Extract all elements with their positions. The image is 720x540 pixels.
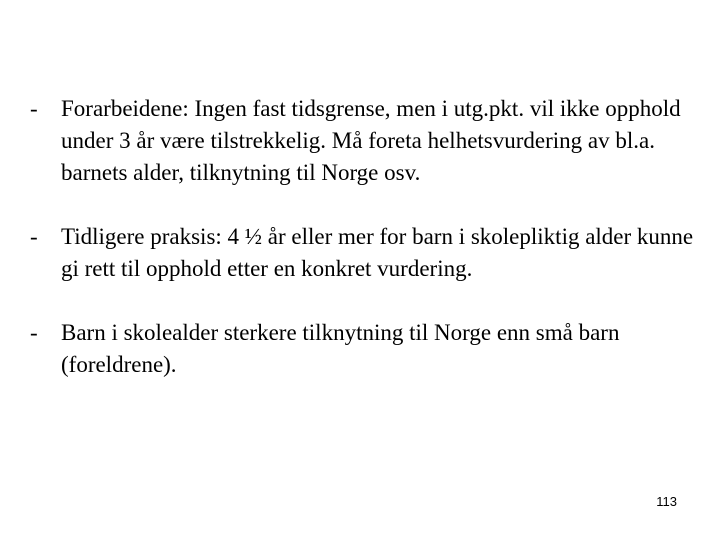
- bullet-list: [30, 93, 710, 381]
- bullet-item-tidligere-praksis: [30, 221, 710, 285]
- bullet-dash: -: [30, 320, 38, 345]
- bullet-dash: -: [30, 96, 38, 121]
- bullet-dash: -: [30, 224, 38, 249]
- bullet-item-forarbeidene: [30, 93, 710, 189]
- page-number: 113: [656, 494, 677, 509]
- bullet-text: Barn i skolealder sterkere tilknytning til Norge enn små barn (foreldrene).: [61, 320, 620, 377]
- bullet-text: Forarbeidene: Ingen fast tidsgrense, men i utg.pkt. vil ikke opphold under 3 år være tilstrekkelig. Må foreta helhetsvurdering av bl.a. barnets alder, tilknytning til Norge osv.: [61, 96, 681, 185]
- bullet-text: Tidligere praksis: 4 ½ år eller mer for barn i skolepliktig alder kunne gi rett til opphold etter en konkret vurdering.: [61, 224, 694, 281]
- bullet-item-barn-i-skolealder: [30, 317, 710, 381]
